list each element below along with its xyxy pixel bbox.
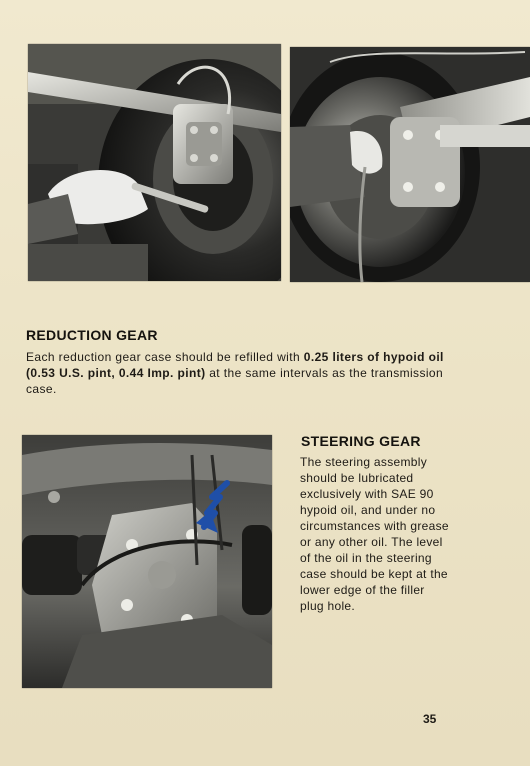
reduction-gear-heading: REDUCTION GEAR <box>26 327 158 343</box>
reduction-gear-photo-wrench <box>28 44 281 281</box>
steering-gear-photo-graphic <box>22 435 272 688</box>
reduction-gear-photo-filler <box>290 47 530 282</box>
page-number: 35 <box>423 712 437 726</box>
steering-gear-photo <box>22 435 272 688</box>
reduction-gear-text <box>26 349 446 397</box>
reduction-gear-photo-graphic <box>28 44 281 281</box>
reduction-gear-text-part-2: at the same intervals as the transmission case. <box>26 366 444 396</box>
steering-gear-text: The steering assembly should be lubricated exclusively with SAE 90 hypoid oil, and under no circumstances with grease or any other oil. The level of the oil in the steering case should be kept at the lower edge of the filler plug hole. <box>300 455 449 613</box>
reduction-gear-oil-amount: 0.25 liters of hypoid oil (0.53 U.S. pint, 0.44 Imp. pint) <box>26 350 444 380</box>
reduction-gear-photo-graphic-2 <box>290 47 530 282</box>
steering-gear-heading: STEERING GEAR <box>301 433 421 449</box>
reduction-gear-text-part-1: Each reduction gear case should be refilled with <box>26 350 304 364</box>
